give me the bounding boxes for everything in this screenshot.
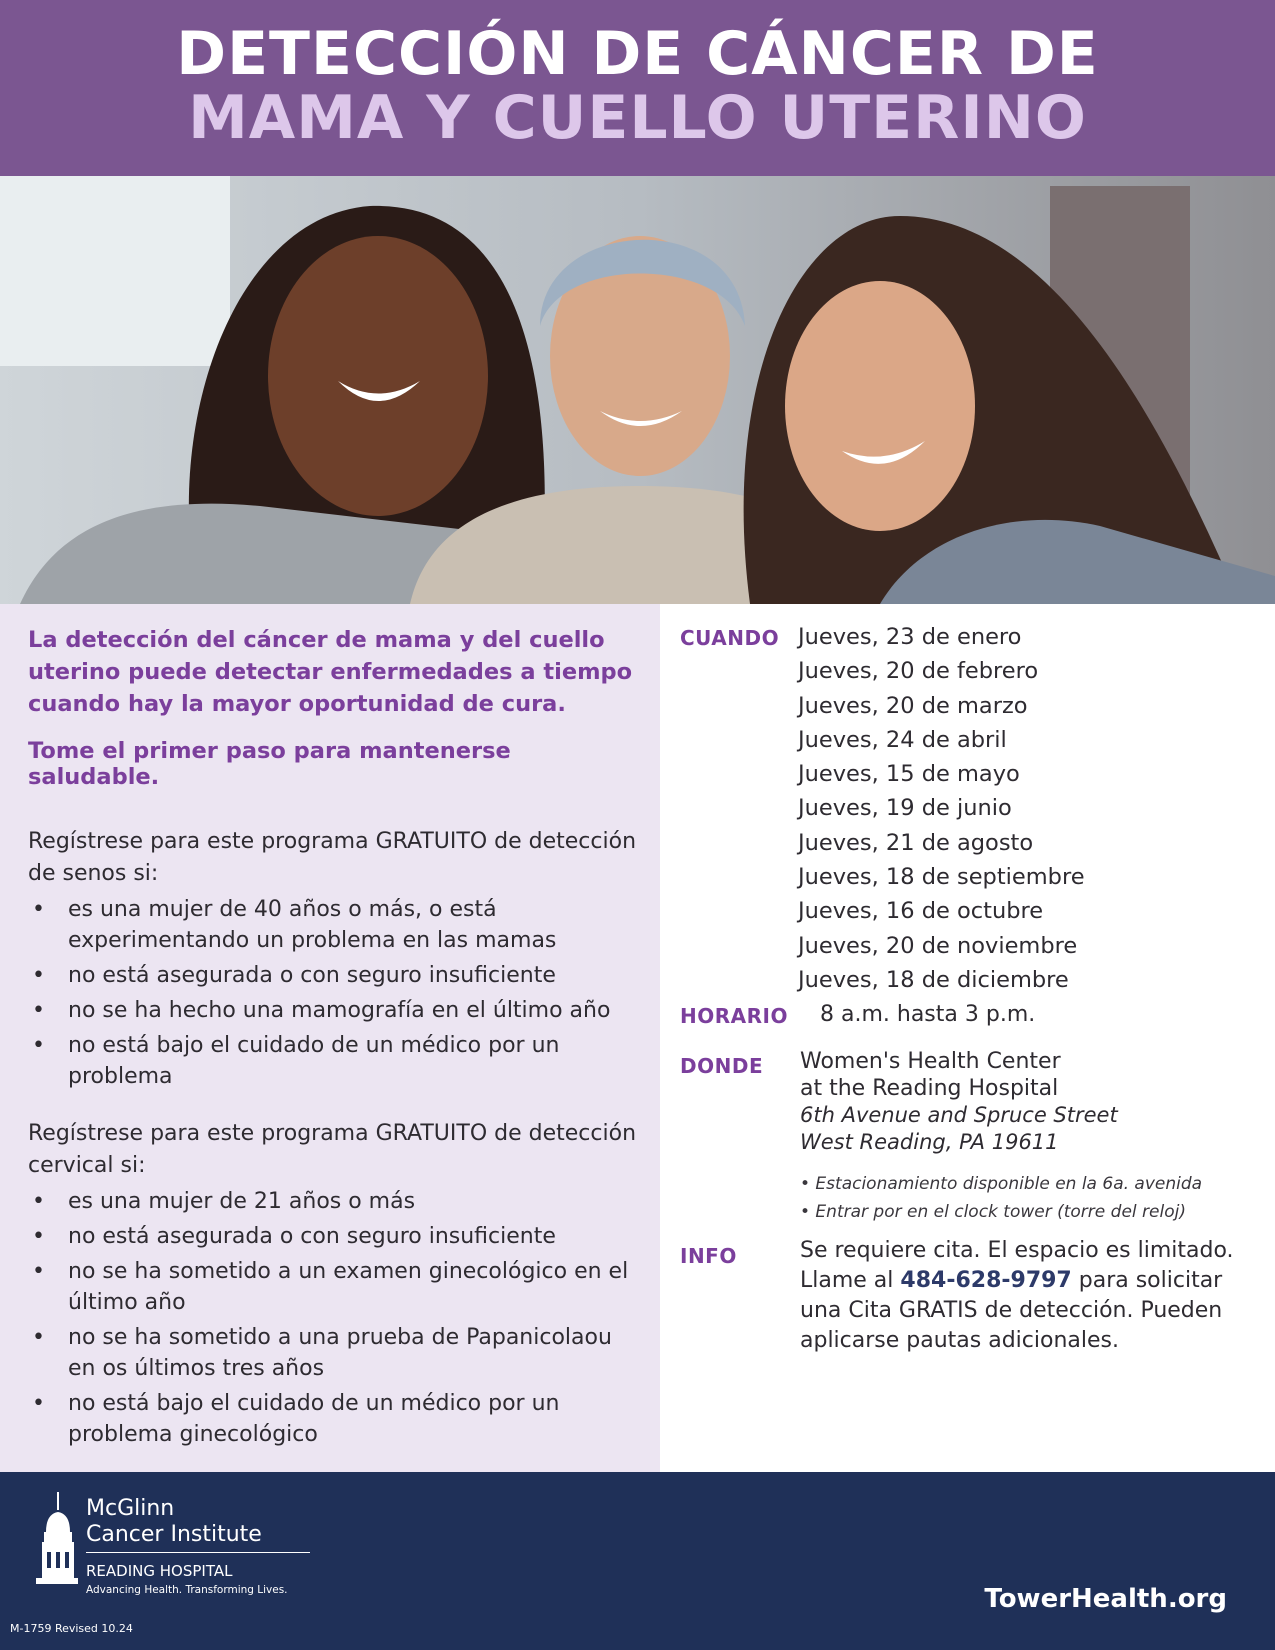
date-item: Jueves, 24 de abril <box>798 726 1007 753</box>
info-text-before: Se requiere cita. El espacio es limitado. Llame al <box>800 1238 1234 1293</box>
hours-label: HORARIO <box>680 1004 788 1028</box>
date-item: Jueves, 20 de noviembre <box>798 932 1078 959</box>
list-item: • es una mujer de 21 años o más <box>32 1189 416 1214</box>
form-code: M-1759 Revised 10.24 <box>10 1622 133 1635</box>
clock-tower-icon <box>34 1492 78 1592</box>
hero-photo-illustration <box>0 176 1275 604</box>
org-name-line2: Cancer Institute <box>86 1522 262 1547</box>
info-text <box>800 1236 1260 1356</box>
date-item: Jueves, 19 de junio <box>798 795 1012 822</box>
phone-number[interactable]: 484-628-9797 <box>900 1268 1072 1293</box>
website-link[interactable]: TowerHealth.org <box>984 1584 1227 1614</box>
list-item: • no se ha sometido a un examen ginecológico en el último año <box>32 1259 629 1315</box>
parking-note: • Estacionamiento disponible en la 6a. avenida <box>800 1174 1203 1194</box>
breast-program-heading: Regístrese para este programa GRATUITO de detección de senos si: <box>28 829 637 886</box>
when-label: CUANDO <box>680 626 780 650</box>
info-text-after: para solicitar una Cita GRATIS de detección. Pueden aplicarse pautas adicionales. <box>800 1268 1223 1353</box>
org-name-line3: READING HOSPITAL <box>86 1562 233 1580</box>
list-item: • no está asegurada o con seguro insuficiente <box>32 1224 556 1249</box>
intro-lead: La detección del cáncer de mama y del cuello uterino puede detectar enfermedades a tiempo cuando hay la mayor oportunidad de cura. <box>28 627 633 717</box>
schedule-panel <box>660 604 1275 1472</box>
org-tagline: Advancing Health. Transforming Lives. <box>86 1584 288 1596</box>
hero-photo <box>0 176 1275 604</box>
date-item: Jueves, 15 de mayo <box>798 761 1020 788</box>
info-label: INFO <box>680 1244 737 1268</box>
parking-notes <box>800 1170 1202 1226</box>
list-item: • no está bajo el cuidado de un médico por un problema <box>32 1033 560 1089</box>
location-address <box>800 1048 1118 1156</box>
where-label: DONDE <box>680 1054 764 1078</box>
page-title-line1: DETECCIÓN DE CÁNCER DE <box>176 19 1099 89</box>
location-sub: at the Reading Hospital <box>800 1076 1059 1101</box>
street-address: 6th Avenue and Spruce Street <box>800 1103 1118 1127</box>
logo-divider <box>86 1552 310 1553</box>
list-item: • no se ha sometido a una prueba de Papanicolaou en os últimos tres años <box>32 1325 612 1381</box>
intro-call-to-action: Tome el primer paso para mantenerse saludable. <box>28 738 511 790</box>
city-address: West Reading, PA 19611 <box>800 1130 1059 1154</box>
list-item: • no está asegurada o con seguro insuficiente <box>32 963 556 988</box>
dates-list <box>798 620 1085 997</box>
hours-value: 8 a.m. hasta 3 p.m. <box>820 1002 1036 1027</box>
list-item: • no se ha hecho una mamografía en el último año <box>32 998 611 1023</box>
date-item: Jueves, 20 de marzo <box>798 692 1028 719</box>
page-title-line2: MAMA Y CUELLO UTERINO <box>188 83 1087 153</box>
breast-criteria-list <box>28 894 642 1092</box>
date-item: Jueves, 16 de octubre <box>798 898 1044 925</box>
footer <box>0 1472 1275 1650</box>
list-item: • no está bajo el cuidado de un médico por un problema ginecológico <box>32 1391 560 1447</box>
org-name-line1: McGlinn <box>86 1496 175 1521</box>
entrance-note: • Entrar por en el clock tower (torre del reloj) <box>800 1202 1186 1222</box>
date-item: Jueves, 21 de agosto <box>798 829 1034 856</box>
cervical-criteria-list <box>28 1186 642 1450</box>
date-item: Jueves, 23 de enero <box>798 624 1022 650</box>
date-item: Jueves, 18 de diciembre <box>798 966 1069 993</box>
header-banner <box>0 0 1275 176</box>
cervical-program-heading: Regístrese para este programa GRATUITO de detección cervical si: <box>28 1121 637 1178</box>
location-name: Women's Health Center <box>800 1049 1061 1074</box>
eligibility-panel <box>0 604 660 1472</box>
date-item: Jueves, 20 de febrero <box>798 658 1039 685</box>
date-item: Jueves, 18 de septiembre <box>798 864 1085 891</box>
list-item: • es una mujer de 40 años o más, o está experimentando un problema en las mamas <box>32 897 557 953</box>
